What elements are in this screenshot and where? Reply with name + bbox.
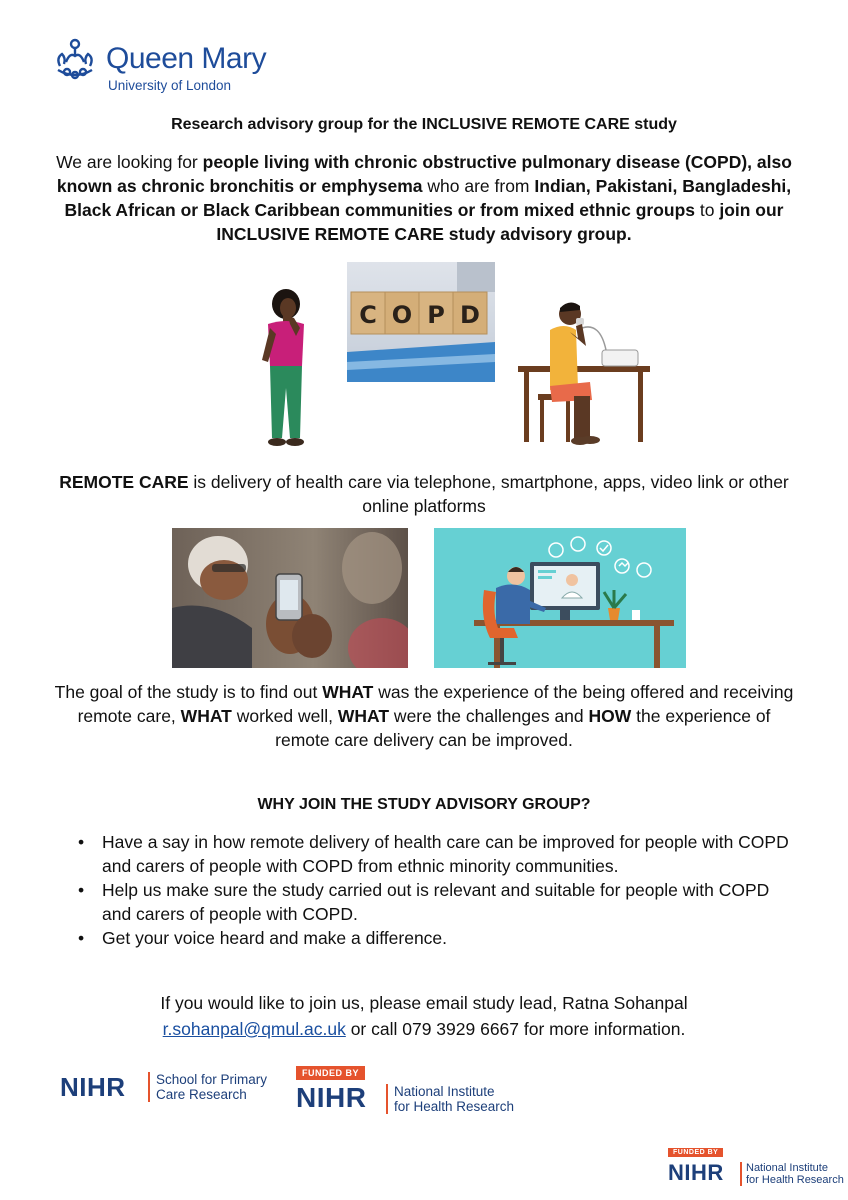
remote-care-term: REMOTE CARE <box>59 472 189 492</box>
block-letter-d: D <box>460 301 480 329</box>
copd-block-group <box>351 292 487 334</box>
benefit-text: Have a say in how remote delivery of health care can be improved for people with COPD and carers of people with COPD from ethnic minority communities. <box>102 832 789 876</box>
intro-bold-3: join our INCLUSIVE REMOTE CARE study advisory group. <box>216 200 784 244</box>
man-nebuliser-illustration <box>510 292 660 452</box>
study-goal-paragraph <box>52 680 796 752</box>
list-item <box>78 926 798 950</box>
remote-care-text: is delivery of health care via telephone, smartphone, apps, video link or other online platforms <box>188 472 789 516</box>
intro-text-2: who are from <box>422 176 535 196</box>
contact-paragraph <box>0 990 848 1042</box>
smartphone-photo-graphic <box>172 528 408 668</box>
block-letter-c: C <box>359 301 377 329</box>
intro-paragraph <box>52 150 796 246</box>
why-join-heading: WHY JOIN THE STUDY ADVISORY GROUP? <box>257 796 591 813</box>
goal-bold-how: HOW <box>588 706 632 726</box>
benefits-list <box>78 830 798 950</box>
nihr-school-logo <box>60 1068 280 1108</box>
goal-text-5: the experience of remote care delivery can be improved. <box>275 706 771 750</box>
nihr-divider <box>148 1072 150 1102</box>
benefit-text: Help us make sure the study carried out is relevant and suitable for people with COPD and carers of people with COPD. <box>102 880 770 924</box>
woman-coughing-illustration <box>250 288 322 456</box>
institute-name-line-1: National Institute <box>394 1084 495 1099</box>
page-title: Research advisory group for the INCLUSIVE REMOTE CARE study <box>171 116 677 133</box>
goal-text-2: was the experience of the being offered and receiving remote care, <box>77 682 794 726</box>
goal-bold-what-2: WHAT <box>180 706 232 726</box>
institute-name <box>746 1162 844 1186</box>
goal-text-3: worked well, <box>231 706 338 726</box>
institute-name-line-2: for Health Research <box>394 1099 515 1114</box>
institute-name-line-2: for Health Research <box>746 1174 844 1186</box>
benefit-text: Get your voice heard and make a difference. <box>102 928 448 948</box>
nihr-divider <box>740 1162 742 1186</box>
goal-bold-what-1: WHAT <box>322 682 374 702</box>
copd-blocks-graphic <box>347 262 495 382</box>
contact-text-2: or call 079 3929 6667 for more information. <box>345 1019 686 1039</box>
list-item <box>78 830 798 878</box>
funded-by-badge: FUNDED BY <box>296 1066 365 1080</box>
telehealth-graphic <box>434 528 686 668</box>
institute-name-line-1: National Institute <box>746 1162 828 1174</box>
school-name-line-1: School for Primary <box>156 1072 268 1087</box>
intro-bold-1: people living with chronic obstructive pulmonary disease (COPD), also known as chronic bronchitis or emphysema <box>56 152 792 196</box>
intro-text-1: We are looking for <box>56 152 203 172</box>
nihr-funded-logo-small <box>668 1148 844 1188</box>
school-name <box>156 1072 267 1102</box>
copd-blocks-photo <box>347 262 495 382</box>
school-name-line-2: Care Research <box>156 1087 247 1102</box>
intro-bold-2: Indian, Pakistani, Bangladeshi, Black African or Black Caribbean communities or from mixed ethnic groups <box>64 176 792 220</box>
nihr-wordmark: NIHR <box>296 1082 367 1113</box>
goal-text-1: The goal of the study is to find out <box>54 682 323 702</box>
bullet-icon: • <box>78 928 85 948</box>
nihr-divider <box>386 1084 388 1114</box>
goal-text-4: were the challenges and <box>389 706 589 726</box>
list-item <box>78 878 798 926</box>
nihr-wordmark: NIHR <box>60 1072 126 1102</box>
contact-text-1: If you would like to join us, please email study lead, Ratna Sohanpal <box>160 993 688 1013</box>
elderly-man-smartphone-photo <box>172 528 408 668</box>
intro-text-3: to <box>695 200 720 220</box>
institute-name <box>394 1084 514 1114</box>
remote-care-definition <box>52 470 796 518</box>
logo-subtitle: University of London <box>108 78 232 93</box>
block-letter-p: P <box>427 301 445 329</box>
queen-mary-crown-icon <box>52 36 98 84</box>
nihr-wordmark: NIHR <box>668 1160 724 1185</box>
block-letter-o: O <box>391 301 413 329</box>
telehealth-desk-illustration <box>434 528 686 668</box>
logo-name: Queen Mary <box>106 42 267 75</box>
bullet-icon: • <box>78 880 85 900</box>
email-link[interactable]: r.sohanpal@qmul.ac.uk <box>162 1019 346 1039</box>
goal-bold-what-3: WHAT <box>337 706 390 726</box>
bullet-icon: • <box>78 832 85 852</box>
nihr-funded-logo <box>296 1066 526 1116</box>
queen-mary-logo <box>52 36 267 96</box>
funded-by-badge: FUNDED BY <box>668 1148 723 1157</box>
